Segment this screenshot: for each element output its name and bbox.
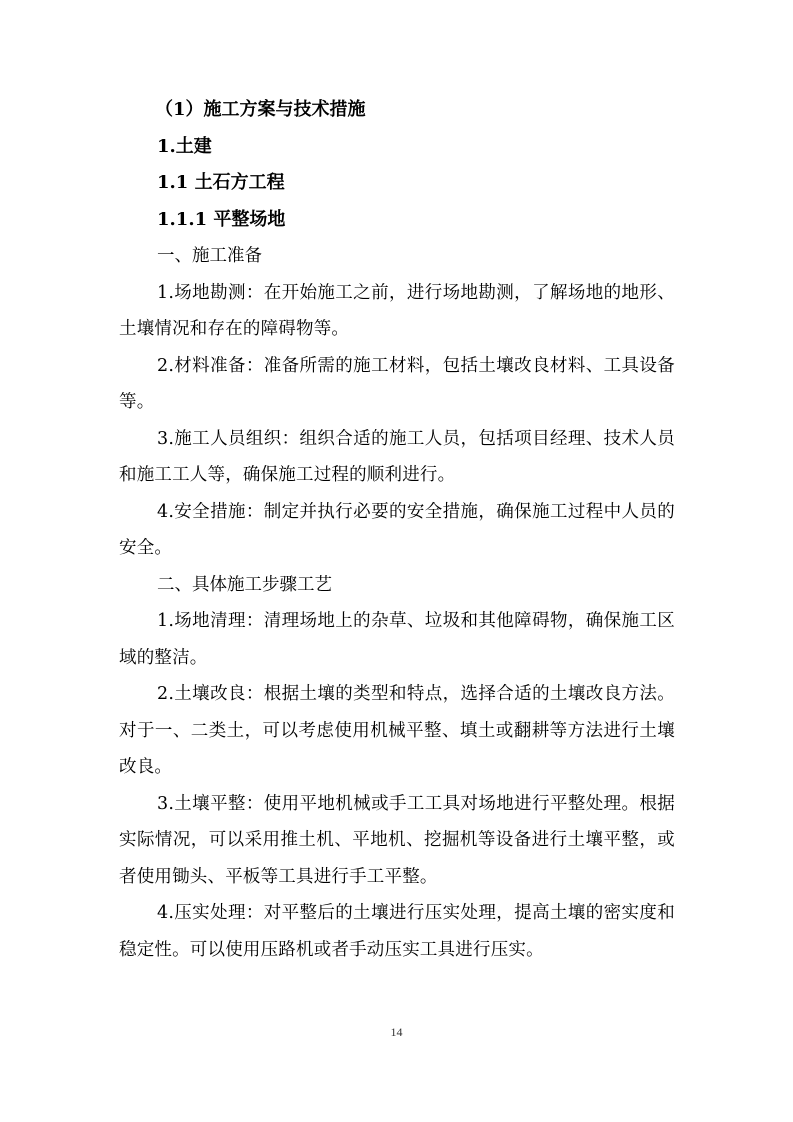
heading-level-1: 1.土建 (157, 135, 212, 157)
page-content (119, 92, 675, 968)
paragraph: 4.安全措施：制定并执行必要的安全措施，确保施工过程中人员的安全。 (119, 501, 675, 558)
paragraph: 2.土壤改良：根据土壤的类型和特点，选择合适的土壤改良方法。对于一、二类土，可以考虑使用机械平整、填土或翻耕等方法进行土壤改良。 (119, 684, 675, 777)
part-one-title: 一、施工准备 (157, 246, 262, 266)
paragraph: 3.施工人员组织：组织合适的施工人员，包括项目经理、技术人员和施工工人等，确保施工过程的顺利进行。 (119, 428, 675, 485)
part-two-title: 二、具体施工步骤工艺 (157, 574, 332, 595)
page-number: 14 (390, 1025, 403, 1039)
heading-level-3: 1.1.1 平整场地 (157, 208, 286, 230)
paragraph: 1.场地勘测：在开始施工之前，进行场地勘测，了解场地的地形、土壤情况和存在的障碍物等。 (119, 282, 675, 339)
section-title: （1）施工方案与技术措施 (155, 99, 366, 120)
paragraph: 3.土壤平整：使用平地机械或手工工具对场地进行平整处理。根据实际情况，可以采用推土机、平地机、挖掘机等设备进行土壤平整，或者使用锄头、平板等工具进行手工平整。 (119, 793, 675, 887)
paragraph: 2.材料准备：准备所需的施工材料，包括土壤改良材料、工具设备等。 (119, 355, 675, 412)
paragraph: 1.场地清理：清理场地上的杂草、垃圾和其他障碍物，确保施工区域的整洁。 (119, 611, 675, 668)
paragraph: 4.压实处理：对平整后的土壤进行压实处理，提高土壤的密实度和稳定性。可以使用压路机或者手动压实工具进行压实。 (119, 903, 675, 960)
heading-level-2: 1.1 土石方工程 (157, 172, 285, 193)
